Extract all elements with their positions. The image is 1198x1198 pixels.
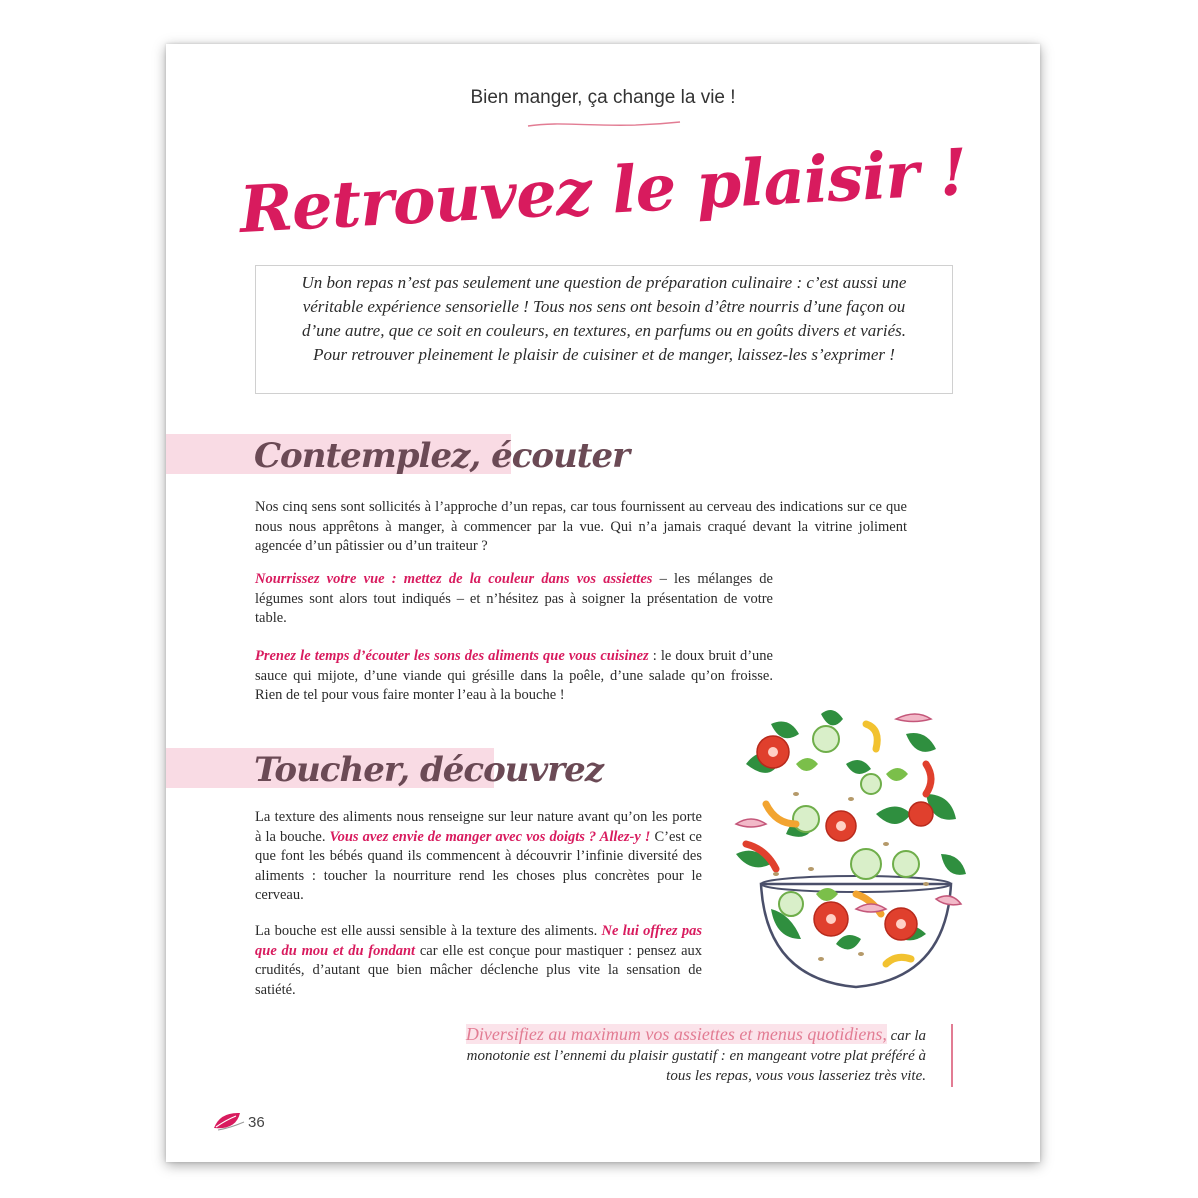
intro-box — [255, 265, 953, 394]
section1-paragraph-2 — [255, 570, 773, 629]
salad-bowl-icon — [726, 704, 986, 994]
pull-quote-text: car la monotonie est l’ennemi du plaisir gustatif : en mangeant votre plat préféré à tous les repas, vous vous lasseriez très vite. — [466, 1028, 926, 1084]
pull-quote-highlight: Diversifiez au maximum vos assiettes et menus quotidiens, — [465, 1024, 887, 1044]
section-title-toucher: Toucher, découvrez — [254, 750, 604, 790]
swoosh-divider-icon — [526, 118, 682, 132]
section2-p2-text: La bouche est elle aussi sensible à la texture des aliments. — [255, 923, 602, 939]
intro-text: Un bon repas n’est pas seulement une question de préparation culinaire : c’est aussi une véritable expérience sensorielle ! Tous nos sens ont besoin d’être nourris d’une façon ou d’une autre, que ce soit en couleurs, en textures, en parfums ou en goûts divers et variés. Pour retrouver pleinement le plaisir de cuisiner et de manger, laissez-les s’exprimer ! — [301, 273, 907, 364]
book-page — [166, 44, 1040, 1162]
section-title-contemplez: Contemplez, écouter — [254, 436, 630, 476]
leaf-logo-icon — [212, 1110, 246, 1132]
pull-quote-bar — [951, 1024, 953, 1087]
pull-quote — [444, 1024, 926, 1086]
section1-p3-highlight: Prenez le temps d’écouter les sons des aliments que vous cuisinez — [255, 648, 649, 664]
page-number: 36 — [248, 1114, 265, 1131]
section1-p2-text: – les mélanges de légumes sont alors tout indiqués – et n’hésitez pas à soigner la présentation de votre table. — [255, 571, 773, 626]
section2-p1-text: La texture des aliments nous renseigne sur leur nature avant qu’on les porte à la bouche. — [255, 809, 702, 845]
section1-paragraph-3 — [255, 647, 773, 706]
page-title: Retrouvez le plaisir ! — [237, 135, 969, 248]
section2-paragraph-1 — [255, 808, 702, 906]
section1-p2-highlight: Nourrissez votre vue : mettez de la couleur dans vos assiettes — [255, 571, 653, 587]
section1-p3-text: : le doux bruit d’une sauce qui mijote, d’une viande qui grésille dans la poêle, d’une salade qu’on froisse. Rien de tel pour vous faire monter l’eau à la bouche ! — [255, 648, 773, 703]
page-kicker: Bien manger, ça change la vie ! — [470, 87, 736, 108]
section2-p2-rest: car elle est conçue pour mastiquer : pensez aux crudités, d’autant que bien mâcher déclenche plus vite la sensation de satiété. — [255, 942, 703, 998]
section2-p2-highlight: Ne lui offrez pas que du mou et du fondant — [255, 923, 702, 959]
section1-p1-text: Nos cinq sens sont sollicités à l’approche d’un repas, car tous fournissent au cerveau des indications sur ce que nous nous apprêtons à manger, à commencer par la vue. Qui n’a jamais craqué devant la vitrine joliment agencée d’un pâtissier ou d’un traiteur ? — [255, 499, 907, 554]
section2-paragraph-2 — [255, 922, 702, 1000]
section2-p1-highlight: Vous avez envie de manger avec vos doigts ? Allez-y ! — [329, 828, 651, 845]
section1-paragraph-1 — [255, 498, 907, 557]
section2-p1-rest: C’est ce que font les bébés quand ils commencent à découvrir l’infinie diversité des aliments : toucher la nourriture rend les choses plus concrètes pour le cerveau. — [255, 828, 702, 903]
